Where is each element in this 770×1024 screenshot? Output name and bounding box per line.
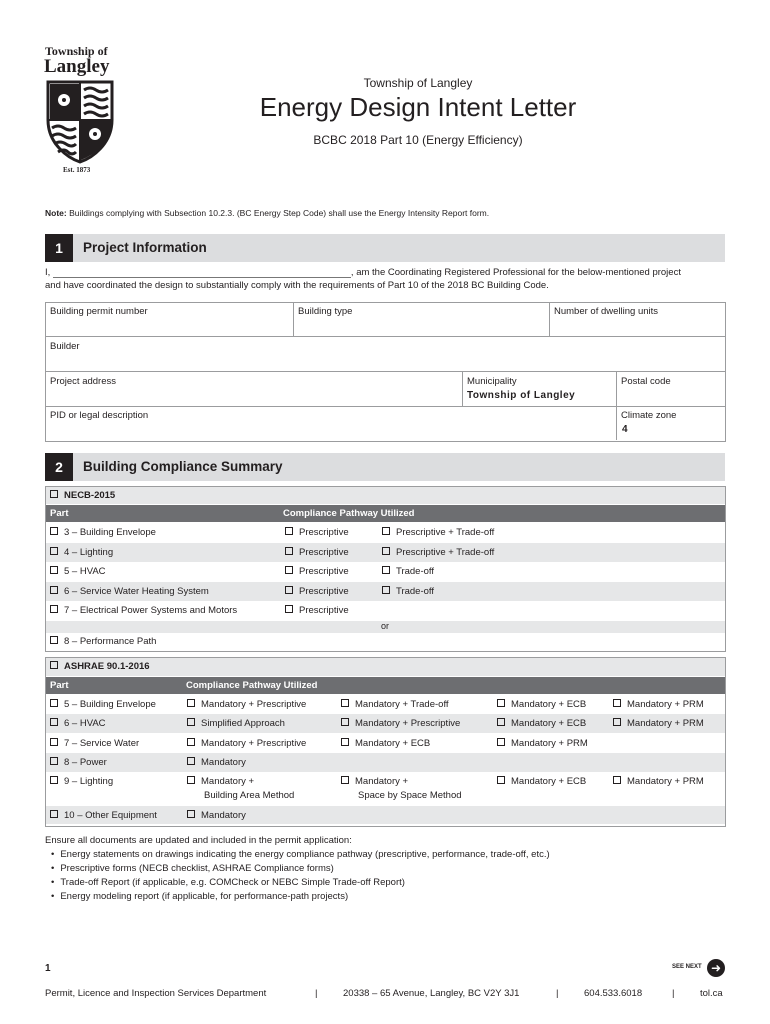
ashrae-col-pathway: Compliance Pathway Utilized <box>186 680 318 691</box>
building-permit-number-field[interactable]: Building permit number <box>50 306 148 317</box>
project-address-field[interactable]: Project address <box>50 376 117 387</box>
necb-header-row <box>46 505 725 522</box>
logo-line2: Langley <box>44 56 110 77</box>
checkbox-icon <box>187 810 195 818</box>
ashrae-part-checkbox[interactable]: 9 – Lighting <box>50 776 113 787</box>
pathway-checkbox[interactable]: Mandatory + Prescriptive <box>187 738 306 749</box>
checkbox-icon <box>50 757 58 765</box>
see-next-label: SEE NEXT <box>672 964 702 970</box>
checkbox-icon <box>497 699 505 707</box>
checkbox-icon <box>50 586 58 594</box>
pathway-checkbox[interactable]: Mandatory <box>187 810 246 821</box>
declaration-prefix: I, <box>45 267 51 278</box>
section-2-header <box>45 453 725 481</box>
checkbox-icon <box>187 757 195 765</box>
checkbox-icon <box>382 566 390 574</box>
ashrae-part-checkbox[interactable]: 7 – Service Water <box>50 738 139 749</box>
ensure-list <box>45 848 550 904</box>
footer-phone: 604.533.6018 <box>584 988 643 999</box>
pathway-checkbox[interactable]: Mandatory + Trade-off <box>341 699 449 710</box>
ashrae-header-row <box>46 677 725 694</box>
pathway-checkbox[interactable]: Mandatory + <box>341 776 408 787</box>
pid-field[interactable]: PID or legal description <box>50 410 149 421</box>
checkbox-icon <box>50 738 58 746</box>
climate-zone-value: 4 <box>622 424 629 435</box>
checkbox-icon <box>50 636 58 644</box>
pathway-checkbox[interactable]: Mandatory + ECB <box>497 776 586 787</box>
pathway-checkbox[interactable]: Mandatory + PRM <box>613 699 704 710</box>
checkbox-icon <box>382 586 390 594</box>
header-org: Township of Langley <box>363 76 473 90</box>
checkbox-icon <box>50 605 58 613</box>
section-1-title: Project Information <box>83 240 207 255</box>
pathway-checkbox[interactable]: Simplified Approach <box>187 718 285 729</box>
municipality-value: Township of Langley <box>467 390 576 401</box>
pathway-checkbox[interactable]: Prescriptive <box>285 605 349 616</box>
checkbox-icon <box>50 776 58 784</box>
checkbox-icon <box>50 527 58 535</box>
ensure-intro: Ensure all documents are updated and included in the permit application: <box>45 835 352 846</box>
checkbox-icon <box>187 776 195 784</box>
checkbox-icon <box>341 699 349 707</box>
note <box>45 208 489 218</box>
ashrae-part-checkbox[interactable]: 8 – Power <box>50 757 107 768</box>
pathway-checkbox[interactable]: Mandatory <box>187 757 246 768</box>
pathway-checkbox[interactable]: Prescriptive <box>285 566 349 577</box>
checkbox-icon <box>285 586 293 594</box>
necb-part-checkbox[interactable]: 6 – Service Water Heating System <box>50 586 209 597</box>
ashrae-part-checkbox[interactable]: 10 – Other Equipment <box>50 810 157 821</box>
checkbox-icon <box>187 699 195 707</box>
footer-address: 20338 – 65 Avenue, Langley, BC V2Y 3J1 <box>343 988 520 999</box>
ashrae-checkbox[interactable]: ASHRAE 90.1-2016 <box>50 661 150 672</box>
checkbox-icon <box>50 810 58 818</box>
declaration-line1 <box>45 267 681 278</box>
pathway-checkbox[interactable]: Mandatory + Prescriptive <box>341 718 460 729</box>
postal-code-field[interactable]: Postal code <box>621 376 671 387</box>
project-info-form <box>45 302 726 442</box>
checkbox-icon <box>50 718 58 726</box>
list-item: • Prescriptive forms (NECB checklist, ASHRAE Compliance forms) <box>51 862 550 876</box>
pathway-checkbox[interactable]: Mandatory + <box>187 776 254 787</box>
checkbox-icon <box>50 699 58 707</box>
ashrae-part-checkbox[interactable]: 6 – HVAC <box>50 718 106 729</box>
professional-name-field[interactable] <box>53 267 351 278</box>
building-type-field[interactable]: Building type <box>298 306 353 317</box>
checkbox-icon <box>50 547 58 555</box>
checkbox-icon <box>382 547 390 555</box>
pathway-checkbox[interactable]: Prescriptive <box>285 586 349 597</box>
footer-sep: | <box>556 988 559 999</box>
pathway-checkbox[interactable]: Mandatory + PRM <box>613 718 704 729</box>
checkbox-icon <box>341 776 349 784</box>
municipality-label: Municipality <box>467 376 517 387</box>
pathway-checkbox[interactable]: Prescriptive <box>285 547 349 558</box>
page-subtitle: BCBC 2018 Part 10 (Energy Efficiency) <box>313 133 523 147</box>
necb-part-8-checkbox[interactable]: 8 – Performance Path <box>50 636 156 647</box>
pathway-checkbox[interactable]: Mandatory + ECB <box>497 699 586 710</box>
checkbox-icon <box>285 605 293 613</box>
necb-col-pathway: Compliance Pathway Utilized <box>283 508 415 519</box>
section-2-number: 2 <box>45 453 73 481</box>
checkbox-icon <box>613 776 621 784</box>
necb-part-checkbox[interactable]: 5 – HVAC <box>50 566 106 577</box>
checkbox-icon <box>285 566 293 574</box>
necb-checkbox[interactable]: NECB-2015 <box>50 490 115 501</box>
checkbox-icon <box>50 490 58 498</box>
arrow-right-icon[interactable]: ➜ <box>707 959 725 977</box>
pathway-checkbox[interactable]: Prescriptive <box>285 527 349 538</box>
builder-field[interactable]: Builder <box>50 341 80 352</box>
pathway-label-cont: Space by Space Method <box>358 790 462 801</box>
list-item: • Trade-off Report (if applicable, e.g. COMCheck or NEBC Simple Trade-off Report) <box>51 876 550 890</box>
pathway-checkbox[interactable]: Trade-off <box>382 566 434 577</box>
checkbox-icon <box>341 738 349 746</box>
list-item: • Energy modeling report (if applicable, for performance-path projects) <box>51 890 550 904</box>
dwelling-units-field[interactable]: Number of dwelling units <box>554 306 659 317</box>
pathway-label-cont: Building Area Method <box>204 790 295 801</box>
checkbox-icon <box>50 661 58 669</box>
checkbox-icon <box>613 718 621 726</box>
list-item: • Energy statements on drawings indicating the energy compliance pathway (prescriptive, performance, trade-off, etc.) <box>51 848 550 862</box>
footer-sep: | <box>315 988 318 999</box>
necb-part-checkbox[interactable]: 4 – Lighting <box>50 547 113 558</box>
checkbox-icon <box>382 527 390 535</box>
checkbox-icon <box>497 718 505 726</box>
checkbox-icon <box>50 566 58 574</box>
pathway-checkbox[interactable]: Trade-off <box>382 586 434 597</box>
logo-line1: Township of <box>45 44 108 58</box>
declaration-line2: and have coordinated the design to substantially comply with the requirements of Part 10 of the 2018 BC Building Code. <box>45 280 549 291</box>
footer-dept: Permit, Licence and Inspection Services Department <box>45 988 267 999</box>
pathway-checkbox[interactable]: Mandatory + Prescriptive <box>187 699 306 710</box>
note-label: Note: <box>45 208 67 218</box>
necb-col-part: Part <box>50 508 69 519</box>
pathway-checkbox[interactable]: Mandatory + ECB <box>341 738 430 749</box>
checkbox-icon <box>613 699 621 707</box>
checkbox-icon <box>285 547 293 555</box>
section-2-title: Building Compliance Summary <box>83 459 283 474</box>
section-1-number: 1 <box>45 234 73 262</box>
checkbox-icon <box>341 718 349 726</box>
page-number: 1 <box>45 963 51 974</box>
section-1-header <box>45 234 725 262</box>
note-text: Buildings complying with Subsection 10.2.3. (BC Energy Step Code) shall use the Energy Intensity Report form. <box>69 208 490 218</box>
footer-sep: | <box>672 988 675 999</box>
declaration-text1: , am the Coordinating Registered Professional for the below-mentioned project <box>350 267 681 278</box>
logo-est: Est. 1873 <box>63 166 91 174</box>
necb-part-checkbox[interactable]: 7 – Electrical Power Systems and Motors <box>50 605 237 616</box>
checkbox-icon <box>497 738 505 746</box>
checkbox-icon <box>285 527 293 535</box>
pathway-checkbox[interactable]: Mandatory + ECB <box>497 718 586 729</box>
footer-web: tol.ca <box>700 988 723 999</box>
necb-part-checkbox[interactable]: 3 – Building Envelope <box>50 527 156 538</box>
checkbox-icon <box>187 718 195 726</box>
ashrae-part-checkbox[interactable]: 5 – Building Envelope <box>50 699 156 710</box>
page-title: Energy Design Intent Letter <box>259 92 577 122</box>
ashrae-col-part: Part <box>50 680 69 691</box>
checkbox-icon <box>187 738 195 746</box>
pathway-checkbox[interactable]: Prescriptive + Trade-off <box>382 527 494 538</box>
ensure-block <box>45 834 550 904</box>
pathway-checkbox[interactable]: Mandatory + PRM <box>613 776 704 787</box>
checkbox-icon <box>497 776 505 784</box>
or-label: or <box>381 621 390 631</box>
pathway-checkbox[interactable]: Prescriptive + Trade-off <box>382 547 494 558</box>
climate-zone-label: Climate zone <box>621 410 677 421</box>
pathway-checkbox[interactable]: Mandatory + PRM <box>497 738 588 749</box>
